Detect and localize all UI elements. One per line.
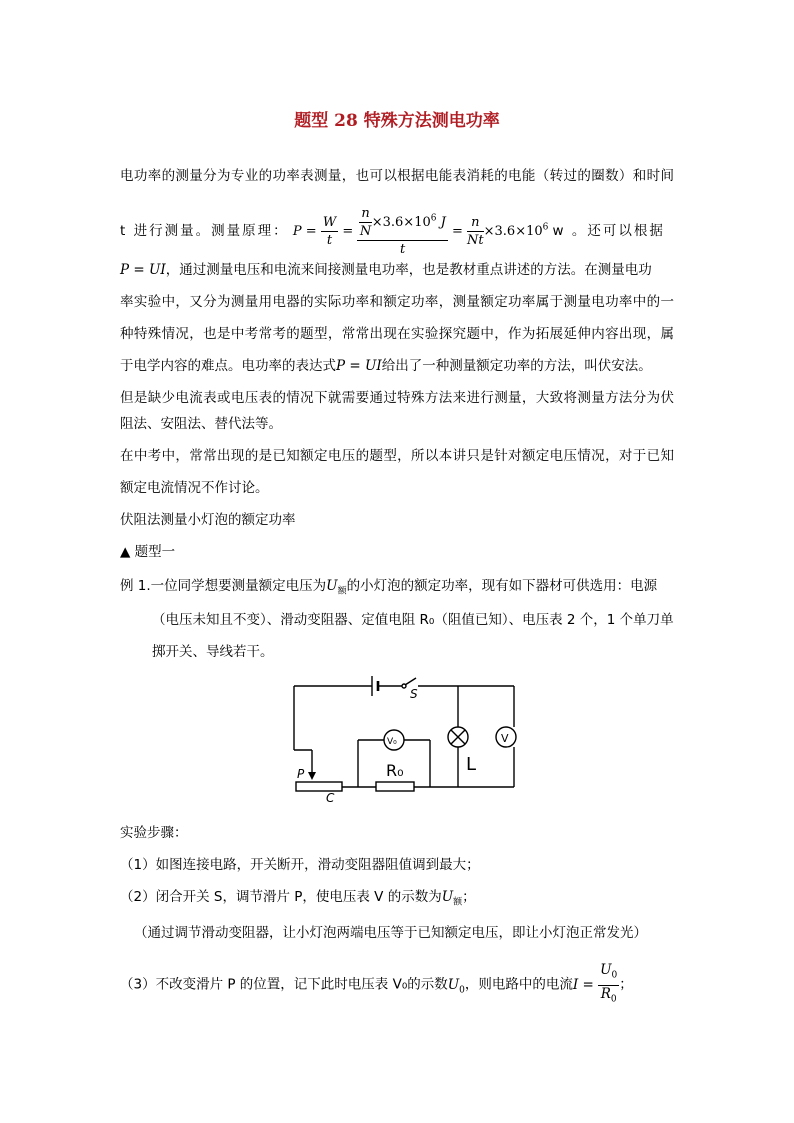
fraction-num	[357, 205, 447, 241]
circuit-diagram	[286, 672, 522, 806]
resistor-r0	[376, 782, 414, 791]
formula-u: U	[326, 578, 338, 594]
formula-sub: 额	[453, 897, 463, 908]
rheostat	[296, 782, 342, 791]
switch-blade	[405, 678, 416, 685]
formula-line	[120, 205, 665, 257]
fraction-den	[598, 986, 619, 1009]
rheostat-end-label: C	[326, 791, 335, 805]
formula-exp: 6	[430, 213, 437, 224]
fraction-den: Nt	[467, 233, 484, 248]
section-heading: 伏阻法测量小灯泡的额定功率	[120, 512, 296, 528]
formula-exp: 6	[542, 222, 549, 233]
formula-sub: 0	[459, 985, 465, 996]
fraction-den: t	[326, 233, 333, 248]
paragraph-text: w 。还可以根据	[552, 223, 665, 239]
paragraph-line	[120, 356, 652, 376]
paragraph-line: 电功率的测量分为专业的功率表测量，也可以根据电能表消耗的电能（转过的圈数）和时间	[120, 168, 674, 184]
formula-sub: 0	[610, 994, 617, 1005]
step-3	[120, 962, 633, 1005]
paragraph-text: ；	[462, 889, 476, 905]
formula-u: U	[447, 976, 460, 993]
formula-r: R	[600, 985, 611, 1002]
formula-u0	[447, 976, 465, 996]
example-line: 掷开关、导线若干。	[152, 644, 274, 660]
fraction-big	[357, 205, 447, 258]
example-line	[120, 576, 657, 602]
fraction-u0-over-r0	[598, 962, 619, 1008]
formula-u-rated	[326, 578, 347, 597]
step-1: （1）如图连接电路，开关断开，滑动变阻器阻值调到最大；	[120, 857, 480, 873]
paragraph-text: （2）闭合开关 S，调节滑片 P，使电压表 V 的示数为	[120, 889, 442, 905]
voltmeter-v-label: V	[501, 732, 509, 745]
paragraph-text: ；	[619, 976, 633, 993]
voltmeter-v0-label: V₀	[387, 737, 397, 747]
formula-u: U	[441, 889, 454, 905]
paragraph-text: ，通过测量电压和电流来间接测量电功率，也是教材重点讲述的方法。在测量电功	[165, 262, 652, 278]
steps-heading: 实验步骤：	[120, 825, 188, 841]
page-title: 题型 28 特殊方法测电功率	[294, 111, 500, 131]
paragraph-line: 额定电流情况不作讨论。	[120, 480, 269, 496]
fraction-den: N	[359, 224, 372, 239]
fraction-num	[598, 962, 619, 986]
paragraph-line	[120, 260, 652, 280]
slider-arrow-icon	[308, 772, 316, 780]
fraction-den: t	[399, 242, 406, 257]
paragraph-text: ，则电路中的电流	[464, 976, 573, 993]
step-2-note: （通过调节滑动变阻器，让小灯泡两端电压等于已知额定电压，即让小灯泡正常发光）	[134, 925, 647, 941]
formula-const: ×3.6×10	[371, 215, 431, 230]
paragraph-line: 在中考中，常常出现的是已知额定电压的题型，所以本讲只是针对额定电压情况，对于已知	[120, 448, 674, 464]
formula-unit: J	[440, 215, 446, 230]
formula: P = $\frac{W}{t}$ = $\frac{n}{N}$ $\times 3.6\times 10^6$ J t = $\frac{n}{Nt}$ $\times 3.6\times 10^6$	[292, 206, 549, 257]
paragraph-text: 例 1.一位同学想要测量额定电压为	[120, 578, 327, 594]
resistor-r0-label: R₀	[386, 761, 404, 780]
formula-current: I = $\frac{U_0}{R_0}$	[573, 977, 619, 993]
formula-sub: 0	[611, 970, 618, 981]
paragraph-text: 给出了一种测量额定功率的方法，叫伏安法。	[381, 358, 652, 374]
fraction-num: n	[467, 214, 484, 232]
paragraph-line: 率实验中，又分为测量用电器的实际功率和额定功率，测量额定功率属于测量电功率中的一	[120, 294, 674, 310]
paragraph-line: 但是缺少电流表或电压表的情况下就需要通过特殊方法来进行测量，大致将测量方法分为伏	[120, 390, 674, 406]
formula-pui: P = UI	[120, 262, 166, 278]
fraction-num: W	[322, 215, 337, 230]
paragraph-text: （3）不改变滑片 P 的位置，记下此时电压表 V₀的示数	[120, 976, 448, 993]
slider-label: P	[297, 767, 305, 781]
fraction-num: n	[361, 206, 370, 221]
formula-const: ×3.6×10	[483, 224, 543, 239]
example-line: （电压未知且不变）、滑动变阻器、定值电阻 R₀（阻值已知）、电压表 2 个，1 个单刀单	[152, 612, 674, 628]
fraction-w-over-t	[321, 214, 338, 249]
paragraph-text: 于电学内容的难点。电功率的表达式	[120, 358, 336, 374]
paragraph-text: t 进行测量。测量原理：	[120, 223, 289, 239]
formula-u: U	[600, 962, 612, 978]
fraction-n-over-N	[359, 205, 371, 240]
formula-u-rated	[441, 889, 463, 908]
formula-p: P	[292, 224, 302, 239]
formula-pui: P = UI	[336, 358, 382, 374]
lamp-label: L	[466, 754, 477, 775]
switch-label: S	[410, 687, 418, 701]
paragraph-line: 种特殊情况，也是中考常考的题型，常常出现在实验探究题中，作为拓展延伸内容出现，属	[120, 326, 674, 342]
paragraph-text: 的小灯泡的额定功率，现有如下器材可供选用：电源	[346, 578, 658, 594]
section-label: ▲ 题型一	[120, 544, 176, 560]
step-2	[120, 887, 476, 913]
formula-sub: 额	[337, 586, 347, 597]
formula-i: I	[572, 976, 579, 993]
fraction-n-over-Nt	[467, 214, 484, 249]
paragraph-line: 阻法、安阻法、替代法等。	[120, 416, 282, 432]
